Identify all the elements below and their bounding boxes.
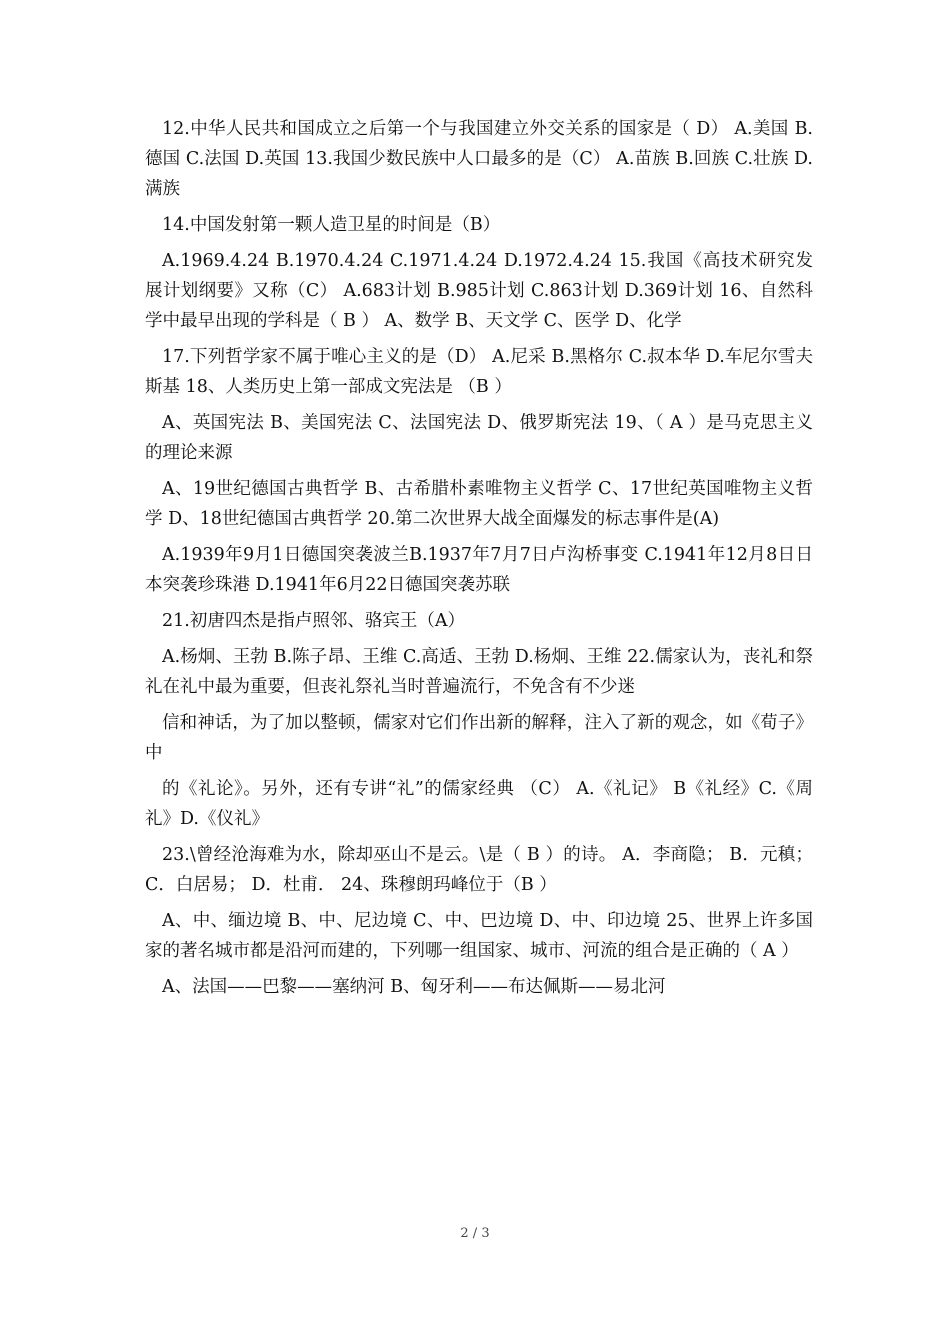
paragraph-q12-13: 12.中华人民共和国成立之后第一个与我国建立外交关系的国家是（ D） A.美国 B.德国 C.法国 D.英国 13.我国少数民族中人口最多的是（C） A.苗族 B.回族 C.壮族 D.满族 [145, 119, 813, 199]
paragraph-q17-18: 17.下列哲学家不属于唯心主义的是（D） A.尼采 B.黑格尔 C.叔本华 D.车尼尔雪夫斯基 18、人类历史上第一部成文宪法是 （B ） [145, 347, 813, 397]
paragraph-q22-options: 的《礼论》。另外，还有专讲“礼”的儒家经典 （C） A.《礼记》 B《礼经》C.《周礼》D.《仪礼》 [145, 779, 813, 829]
paragraph-q21-22: A.杨炯、王勃 B.陈子昂、王维 C.高适、王勃 D.杨炯、王维 22.儒家认为，丧礼和祭礼在礼中最为重要，但丧礼祭礼当时普遍流行，不免含有不少迷 [145, 647, 813, 697]
paragraph-q21: 21.初唐四杰是指卢照邻、骆宾王（A） [162, 611, 465, 631]
paragraph-q18-19: A、英国宪法 B、美国宪法 C、法国宪法 D、俄罗斯宪法 19、（ A ）是马克思主义的理论来源 [145, 413, 813, 463]
paragraph-q22-cont: 信和神话，为了加以整顿，儒家对它们作出新的解释，注入了新的观念，如《荀子》中 [145, 713, 813, 763]
paragraph-q24-25: A、中、缅边境 B、中、尼边境 C、中、巴边境 D、中、印边境 25、世界上许多国家的著名城市都是沿河而建的，下列哪一组国家、城市、河流的组合是正确的（ A ） [145, 911, 813, 961]
page-number: 2 / 3 [460, 1226, 490, 1241]
page-body [145, 114, 813, 1008]
paragraph-q14: 14.中国发射第一颗人造卫星的时间是（B） [162, 215, 501, 235]
paragraph-q20-options: A.1939年9月1日德国突袭波兰B.1937年7月7日卢沟桥事变 C.1941年12月8日日本突袭珍珠港 D.1941年6月22日德国突袭苏联 [145, 545, 813, 595]
paragraph-q25-options: A、法国——巴黎——塞纳河 B、匈牙利——布达佩斯——易北河 [162, 977, 666, 997]
paragraph-q14-16: A.1969.4.24 B.1970.4.24 C.1971.4.24 D.1972.4.24 15.我国《高技术研究发展计划纲要》又称（C） A.683计划 B.985计划 C.863计划 D.369计划 16、自然科学中最早出现的学科是（ B ） A、数学 B、天文学 C、医学 D、化学 [145, 251, 813, 331]
paragraph-q23-24: 23.\曾经沧海难为水，除却巫山不是云。\是（ B ）的诗。 A．李商隐； B．元稹； C．白居易； D．杜甫． 24、珠穆朗玛峰位于（B ） [145, 845, 813, 895]
paragraph-q19-20: A、19世纪德国古典哲学 B、古希腊朴素唯物主义哲学 C、17世纪英国唯物主义哲学 D、18世纪德国古典哲学 20.第二次世界大战全面爆发的标志事件是(A) [145, 479, 813, 529]
